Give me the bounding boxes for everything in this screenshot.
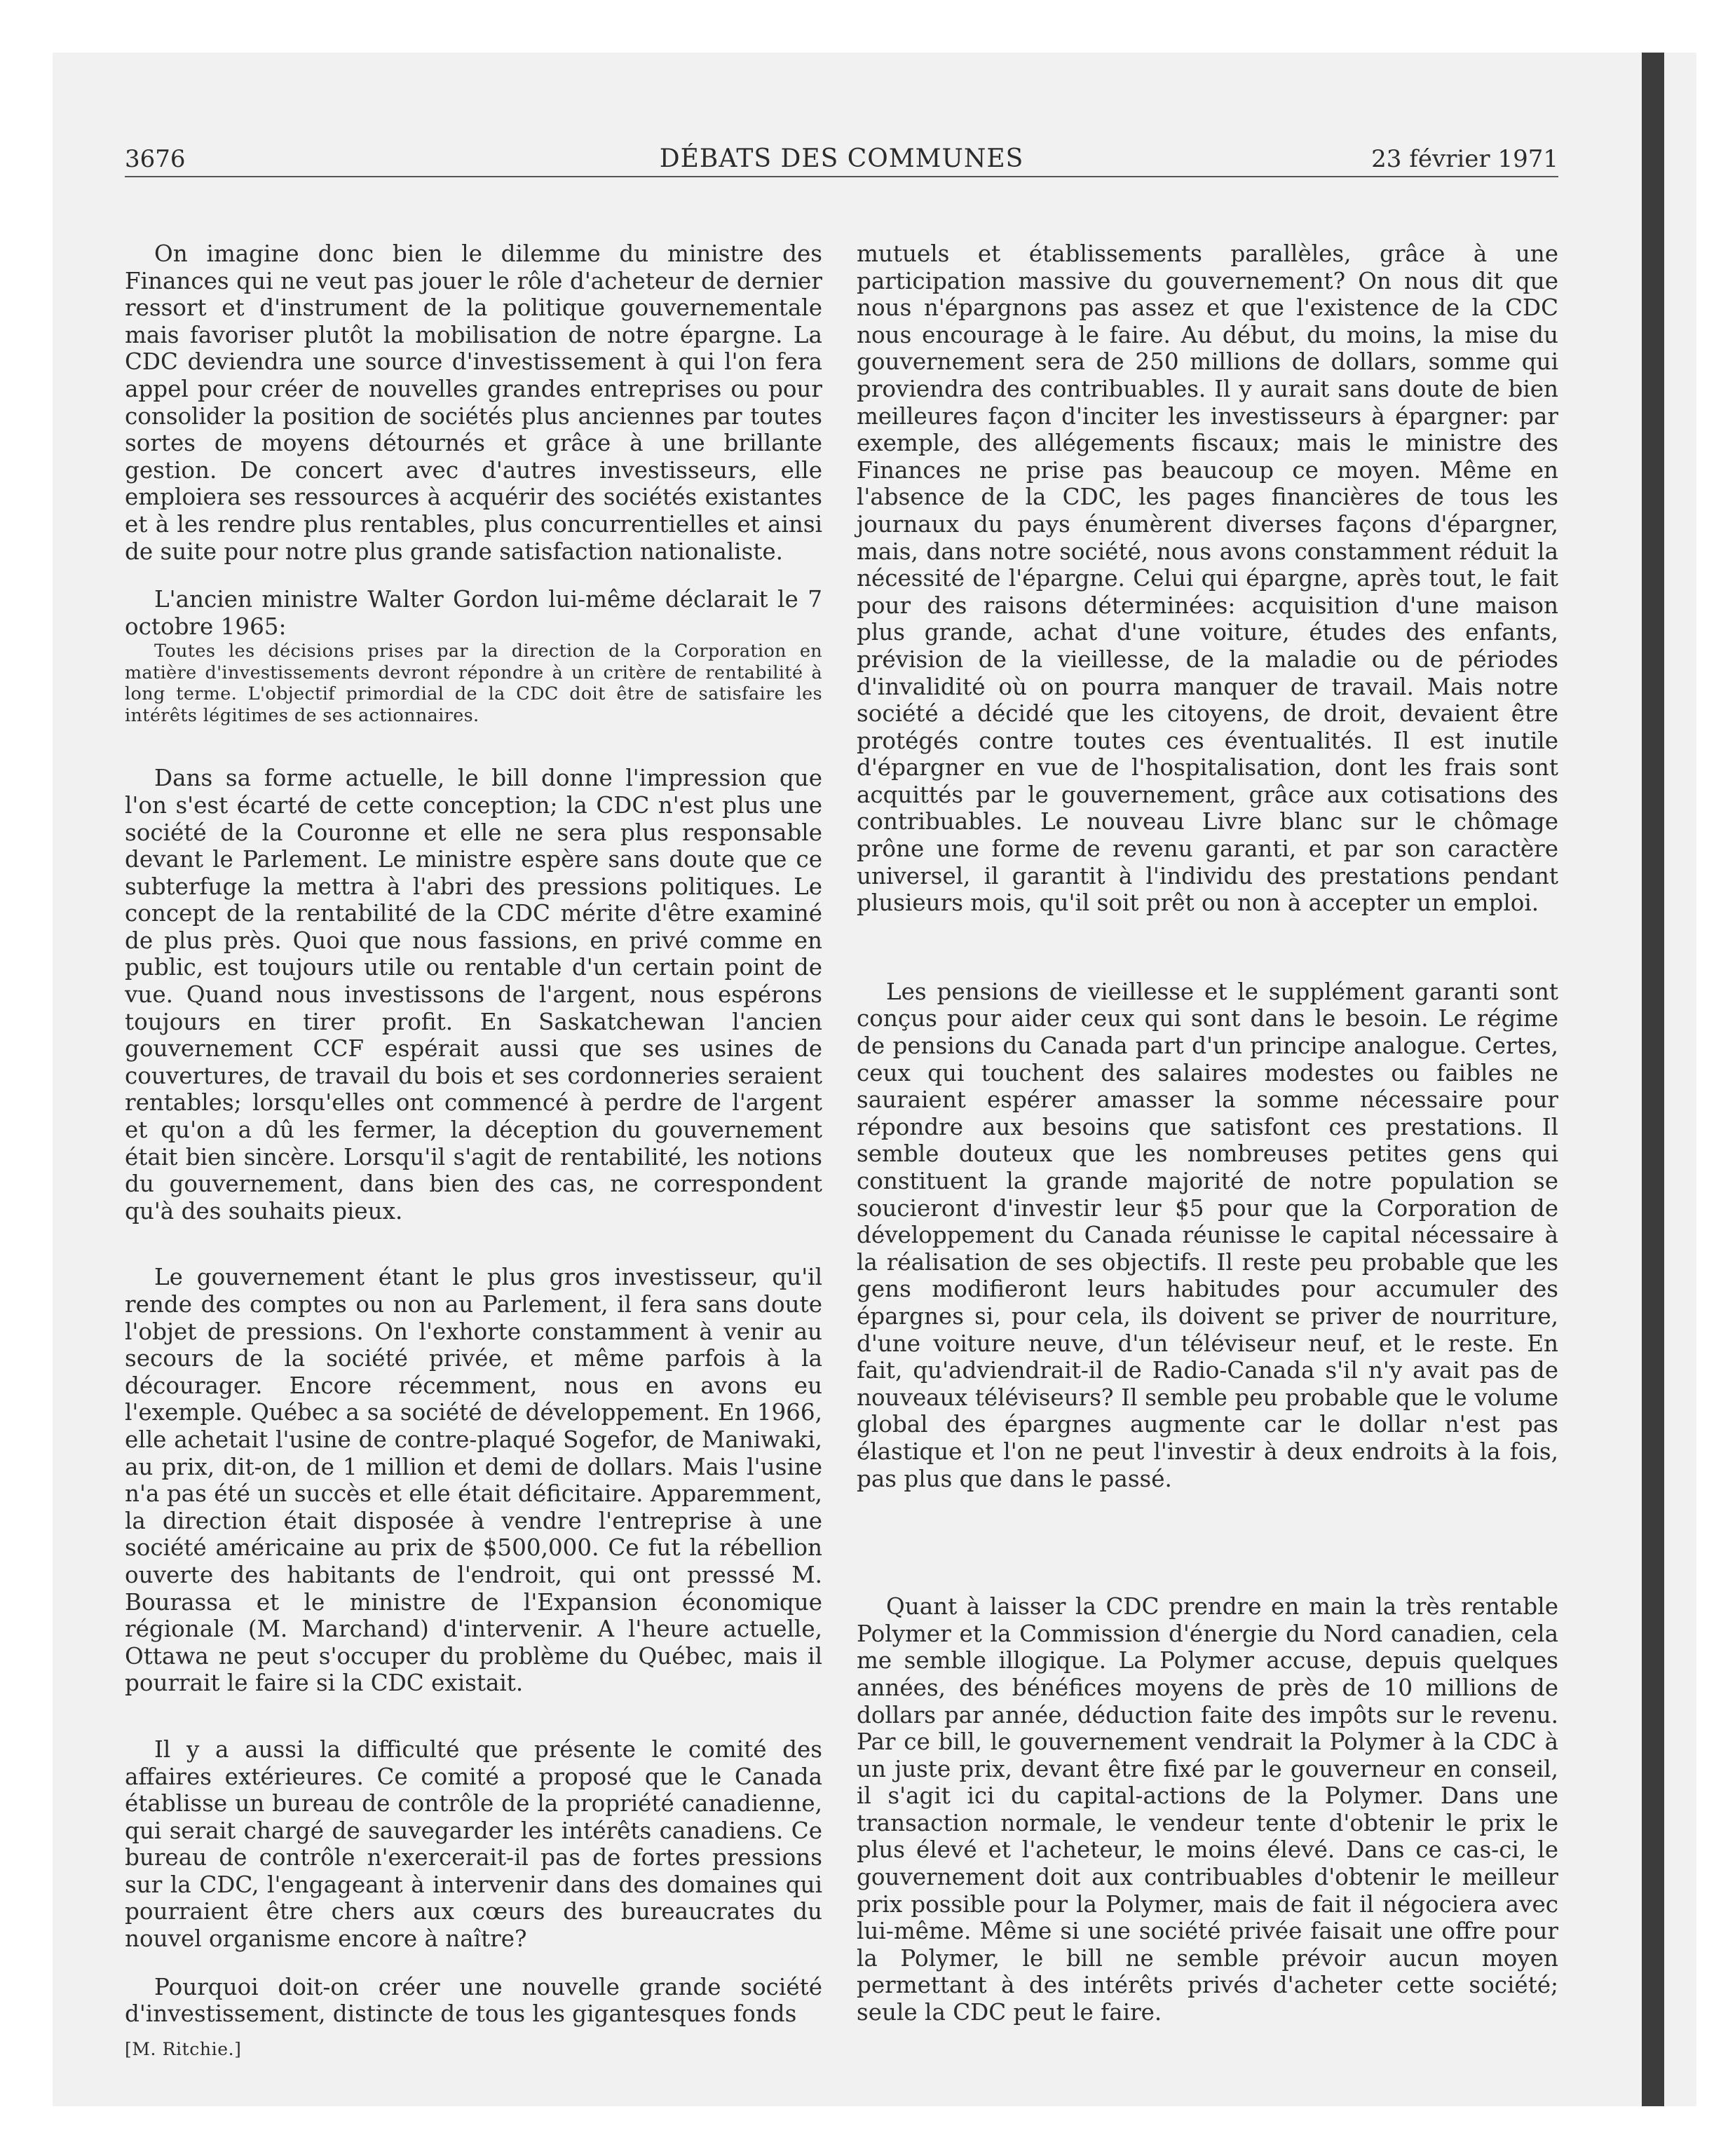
paragraph: Pourquoi doit-on créer une nouvelle grande société d'investissement, distincte de tous les gigantesques fonds <box>125 1973 822 2028</box>
speaker-attribution: [M. Ritchie.] <box>125 2038 242 2059</box>
paragraph: On imagine donc bien le dilemme du ministre des Finances qui ne veut pas jouer le rôle d'acheteur de dernier ressort et d'instrument de la politique gouvernementale mais favoriser plutôt la mobilisation de notre épargne. La CDC deviendra une source d'investissement à qui l'on fera appel pour créer de nouvelles grandes entreprises ou pour consolider la position de sociétés plus anciennes par toutes sortes de moyens détournés et grâce à une brillante gestion. De concert avec d'autres investisseurs, elle emploiera ses ressources à acquérir des sociétés existantes et à les rendre plus rentables, plus concurrentielles et ainsi de suite pour notre plus grande satisfaction nationaliste. <box>125 240 822 565</box>
paragraph: Dans sa forme actuelle, le bill donne l'impression que l'on s'est écarté de cette conception; la CDC n'est plus une société de la Couronne et elle ne sera plus responsable devant le Parlement. Le ministre espère sans doute que ce subterfuge la mettra à l'abri des pressions politiques. Le concept de la rentabilité de la CDC mérite d'être examiné de plus près. Quoi que nous fassions, en privé comme en public, est toujours utile ou rentable d'un certain point de vue. Quand nous investissons de l'argent, nous espérons toujours en tirer profit. En Saskatchewan l'ancien gouvernement CCF espérait aussi que ses usines de couvertures, de travail du bois et ses cordonneries seraient rentables; lorsqu'elles ont commencé à perdre de l'argent et qu'on a dû les fermer, la déception du gouvernement était bien sincère. Lorsqu'il s'agit de rentabilité, les notions du gouvernement, dans bien des cas, ne correspondent qu'à des souhaits pieux. <box>125 765 822 1224</box>
publication-date: 23 février 1971 <box>1371 145 1558 173</box>
block-quote: Toutes les décisions prises par la direction de la Corporation en matière d'investissements devront répondre à un critère de rentabilité à long terme. L'objectif primordial de la CDC doit être de satisfaire les intérêts légitimes de ses actionnaires. <box>125 640 822 725</box>
scan-edge-shadow <box>1642 53 1664 2106</box>
publication-title: DÉBATS DES COMMUNES <box>659 144 1024 173</box>
paragraph: mutuels et établissements parallèles, grâce à une participation massive du gouvernement? On nous dit que nous n'épargnons pas assez et que l'existence de la CDC nous encourage à le faire. Au début, du moins, la mise du gouvernement sera de 250 millions de dollars, somme qui proviendra des contribuables. Il y aurait sans doute de bien meilleures façon d'inciter les investisseurs à épargner: par exemple, des allégements fiscaux; mais le ministre des Finances ne prise pas beaucoup ce moyen. Même en l'absence de la CDC, les pages financières de tous les journaux du pays énumèrent diverses façons d'épargner, mais, dans notre société, nous avons constamment réduit la nécessité de l'épargne. Celui qui épargne, après tout, le fait pour des raisons déterminées: acquisition d'une maison plus grande, achat d'une voiture, études des enfants, prévision de la vieillesse, de la maladie ou de périodes d'invalidité où on pourra manquer de travail. Mais notre société a décidé que les citoyens, de droit, devaient être protégés contre toutes ces éventualités. Il est inutile d'épargner en vue de l'hospitalisation, dont les frais sont acquittés par le gouvernement, grâce aux cotisations des contribuables. Le nouveau Livre blanc sur le chômage prône une forme de revenu garanti, et par son caractère universel, il garantit à l'individu des prestations pendant plusieurs mois, qu'il soit prêt ou non à accepter un emploi. <box>857 240 1558 917</box>
right-column <box>857 240 1558 2026</box>
paragraph: Les pensions de vieillesse et le supplément garanti sont conçus pour aider ceux qui sont dans le besoin. Le régime de pensions du Canada part d'un principe analogue. Certes, ceux qui touchent des salaires modestes ou faibles ne sauraient espérer amasser la somme nécessaire pour répondre aux besoins que satisfont ces prestations. Il semble douteux que les nombreuses petites gens qui constituent la grande majorité de notre population se soucieront d'investir leur $5 pour que la Corporation de développement du Canada réunisse le capital nécessaire à la réalisation de ses objectifs. Il reste peu probable que les gens modifieront leurs habitudes pour accumuler des épargnes si, pour cela, ils doivent se priver de nourriture, d'une voiture neuve, d'un téléviseur neuf, et le reste. En fait, qu'adviendrait-il de Radio-Canada s'il n'y avait pas de nouveaux téléviseurs? Il semble peu probable que le volume global des épargnes augmente car le dollar n'est pas élastique et l'on ne peut l'investir à deux endroits à la fois, pas plus que dans le passé. <box>857 978 1558 1492</box>
left-column <box>125 240 822 2063</box>
paragraph: Le gouvernement étant le plus gros investisseur, qu'il rende des comptes ou non au Parlement, il fera sans doute l'objet de pressions. On l'exhorte constamment à venir au secours de la société privée, et même parfois à la décourager. Encore récemment, nous en avons eu l'exemple. Québec a sa société de développement. En 1966, elle achetait l'usine de contre-plaqué Sogefor, de Maniwaki, au prix, dit-on, de 1 million et demi de dollars. Mais l'usine n'a pas été un succès et elle était déficitaire. Apparemment, la direction était disposée à vendre l'entreprise à une société américaine au prix de $500,000. Ce fut la rébellion ouverte des habitants de l'endroit, qui ont presssé M. Bourassa et le ministre de l'Expansion économique régionale (M. Marchand) d'intervenir. A l'heure actuelle, Ottawa ne peut s'occuper du problème du Québec, mais il pourrait le faire si la CDC existait. <box>125 1264 822 1697</box>
paragraph: L'ancien ministre Walter Gordon lui-même déclarait le 7 octobre 1965: <box>125 586 822 640</box>
paragraph: Quant à laisser la CDC prendre en main la très rentable Polymer et la Commission d'énergie du Nord canadien, cela me semble illogique. La Polymer accuse, depuis quelques années, des bénéfices moyens de près de 10 millions de dollars par année, déduction faite des impôts sur le revenu. Par ce bill, le gouvernement vendrait la Polymer à la CDC à un juste prix, devant être fixé par le gouverneur en conseil, il s'agit ici du capital-actions de la Polymer. Dans une transaction normale, le vendeur tente d'obtenir le prix le plus élevé et l'acheteur, le moins élevé. Dans ce cas-ci, le gouvernement doit aux contribuables d'obtenir le meilleur prix possible pour la Polymer, mais de fait il négociera avec lui-même. Même si une société privée faisait une offre pour la Polymer, le bill ne semble prévoir aucun moyen permettant à des intérêts privés d'acheter cette société; seule la CDC peut le faire. <box>857 1593 1558 2026</box>
paragraph: Il y a aussi la difficulté que présente le comité des affaires extérieures. Ce comité a proposé que le Canada établisse un bureau de contrôle de la propriété canadienne, qui serait chargé de sauvegarder les intérêts canadiens. Ce bureau de contrôle n'exercerait-il pas de fortes pressions sur la CDC, l'engageant à intervenir dans des domaines qui pourraient être chers aux cœurs des bureaucrates du nouvel organisme encore à naître? <box>125 1735 822 1953</box>
header-rule <box>125 176 1558 177</box>
page-number: 3676 <box>125 145 186 173</box>
page-header <box>125 142 1558 179</box>
